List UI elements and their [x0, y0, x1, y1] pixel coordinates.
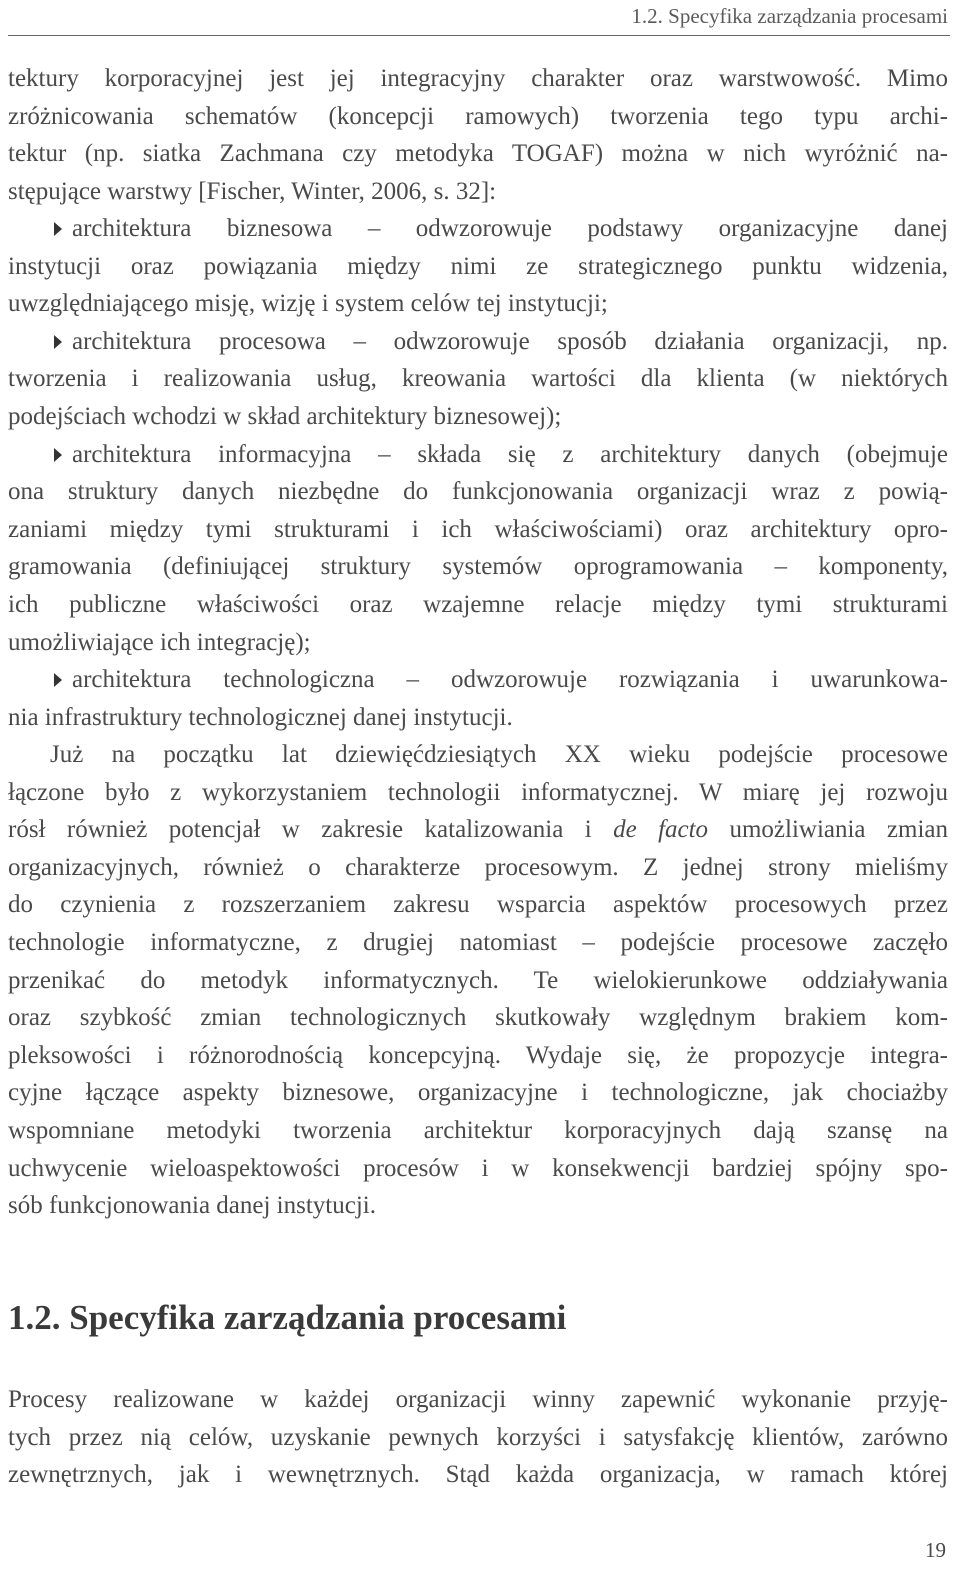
text-segment: umożliwiania zmian [708, 816, 948, 844]
section-heading: 1.2. Specyfika zarządzania procesami [8, 1298, 567, 1337]
process-paragraph [8, 736, 948, 1225]
text-line: tych przez nią celów, uzyskanie pewnych korzyści i satysfakcję klientów, zarówno [8, 1423, 948, 1451]
text-line: stępujące warstwy [Fischer, Winter, 2006, s. 32]: [8, 177, 497, 205]
text-line: tektury korporacyjnej jest jej integracyjny charakter oraz warstwowość. Mimo [8, 65, 948, 92]
text-line [8, 811, 948, 849]
text-line: umożliwiające ich integrację); [8, 628, 311, 656]
text-line: tektur (np. siatka Zachmana czy metodyka TOGAF) można w nich wyróżnić na- [8, 140, 948, 168]
intro-paragraph [8, 60, 948, 210]
text-line: oraz szybkość zmian technologicznych skutkowały względnym brakiem kom- [8, 1004, 948, 1032]
text-line: łączone było z wykorzystaniem technologii informatycznej. W miarę jej rozwoju [8, 778, 948, 806]
text-line: nia infrastruktury technologicznej danej instytucji. [8, 703, 513, 731]
text-line: ich publiczne właściwości oraz wzajemne relacje między tymi strukturami [8, 590, 948, 618]
triangle-bullet-icon [54, 673, 62, 687]
text-line: gramowania (definiującej struktury systemów oprogramowania – komponenty, [8, 553, 948, 581]
italic-term: de facto [613, 816, 709, 844]
text-line: cyjne łączące aspekty biznesowe, organizacyjne i technologiczne, jak chociażby [8, 1079, 948, 1107]
section-paragraph [8, 1381, 948, 1494]
text-line: Procesy realizowane w każdej organizacji winny zapewnić wykonanie przyję- [8, 1386, 948, 1413]
list-item-text: architektura informacyjna – składa się z architektury danych (obejmuje [72, 440, 948, 468]
list-item-text: architektura technologiczna – odwzorowuje rozwiązania i uwarunkowa- [72, 666, 948, 694]
text-line: organizacyjnych, również o charakterze procesowym. Z jednej strony mieliśmy [8, 853, 948, 881]
running-head: 1.2. Specyfika zarządzania procesami [631, 4, 948, 28]
text-line: tworzenia i realizowania usług, kreowania wartości dla klienta (w niektórych [8, 365, 948, 393]
text-line: zaniami między tymi strukturami i ich właściwościami) oraz architektury opro- [8, 515, 948, 543]
text-line: uchwycenie wieloaspektowości procesów i w konsekwencji bardziej spójny spo- [8, 1154, 948, 1182]
text-line: uwzględniającego misję, wizję i system celów tej instytucji; [8, 290, 608, 318]
page-number: 19 [925, 1538, 946, 1562]
text-line: sób funkcjonowania danej instytucji. [8, 1192, 376, 1220]
list-item-technology [8, 661, 948, 699]
text-line: zewnętrznych, jak i wewnętrznych. Stąd każda organizacja, w ramach której [8, 1461, 948, 1489]
text-line: Już na początku lat dziewięćdziesiątych XX wieku podejście procesowe [50, 741, 948, 768]
text-line: ona struktury danych niezbędne do funkcjonowania organizacji wraz z powią- [8, 478, 948, 506]
triangle-bullet-icon [54, 335, 62, 349]
text-line: wspomniane metodyki tworzenia architektur korporacyjnych dają szansę na [8, 1116, 948, 1144]
list-item-process [8, 323, 948, 361]
text-line: przenikać do metodyk informatycznych. Te wielokierunkowe oddziaływania [8, 966, 948, 994]
text-line: do czynienia z rozszerzaniem zakresu wsparcia aspektów procesowych przez [8, 891, 948, 919]
text-line: instytucji oraz powiązania między nimi ze strategicznego punktu widzenia, [8, 252, 948, 280]
triangle-bullet-icon [54, 222, 62, 236]
layer-list [8, 210, 948, 736]
text-line: pleksowości i różnorodnością koncepcyjną. Wydaje się, że propozycje integra- [8, 1041, 948, 1069]
text-line: technologie informatyczne, z drugiej natomiast – podejście procesowe zaczęło [8, 928, 948, 956]
text-segment: rósł również potencjał w zakresie katalizowania i [8, 816, 614, 844]
list-item-information [8, 436, 948, 474]
header-rule [8, 35, 950, 36]
text-line: podejściach wchodzi w skład architektury biznesowej); [8, 402, 562, 430]
list-item-text: architektura procesowa – odwzorowuje sposób działania organizacji, np. [72, 327, 948, 355]
list-item-business [8, 210, 948, 248]
text-line: zróżnicowania schematów (koncepcji ramowych) tworzenia tego typu archi- [8, 102, 948, 130]
triangle-bullet-icon [54, 448, 62, 462]
list-item-text: architektura biznesowa – odwzorowuje podstawy organizacyjne danej [72, 215, 948, 242]
